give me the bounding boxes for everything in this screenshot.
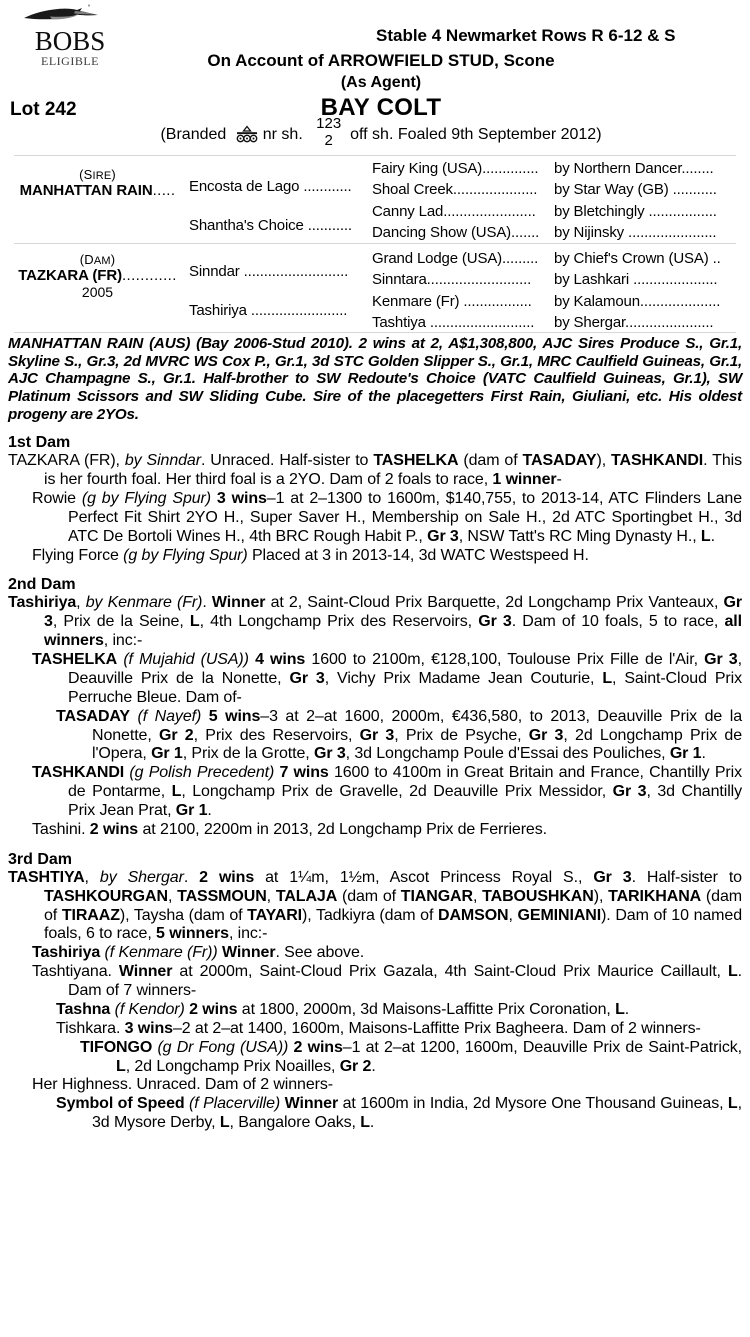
pedigree-gen4-cell: by Northern Dancer........ [554,160,714,177]
pedigree-entry: TAZKARA (FR), by Sinndar. Unraced. Half-sister to TASHELKA (dam of TASADAY), TASHKANDI. This is her fourth foal. Her third foal is a 2YO. Dam of 2 foals to race, 1 winner- [8,452,742,488]
pedigree-gen3-cell: Grand Lodge (USA)......... [372,250,539,267]
pedigree-gen2-cell: Encosta de Lago ............ [189,178,352,195]
pedigree-entry: TASADAY (f Nayef) 5 wins–3 at 2–at 1600, 2000m, €436,580, to 2013, Deauville Prix de la Nonette, Gr 2, Prix des Reservoirs, Gr 3, Prix de Psyche, Gr 3, 2d Longchamp Prix de l'Opera, Gr 1, Prix de la Grotte, Gr 3, 3d Longchamp Poule d'Essai des Pouliches, Gr 1. [56,707,743,763]
pedigree-mid-rule [14,243,736,244]
pedigree-gen3-cell: Tashtiya .......................... [372,314,535,331]
pedigree-gen4-cell: by Chief's Crown (USA) .. [554,250,721,267]
sire-summary-paragraph: MANHATTAN RAIN (AUS) (Bay 2006-Stud 2010). 2 wins at 2, A$1,308,800, AJC Sires Produce S., Gr.1, Skyline S., Gr.3, 2d MVRC WS Cox P., Gr.1, 3d STC Golden Slipper S., Gr.1, MRC Caulfield Guineas, Gr.1, AJC Champagne S., Gr.1. Half-brother to SW Redoute's Choice (VATC Caulfield Guineas, Gr.1), SW Platinum Scissors and SW Sliding Cube. Sire of the placegetters First Rain, Giuliani, etc. His oldest progeny are 2YOs. [8,335,742,423]
dam-name: TAZKARA (FR)............ [18,267,177,284]
branded-prefix: (Branded [160,126,227,143]
pedigree-gen4-cell: by Lashkari ..................... [554,271,718,288]
branded-mid: nr sh. [262,126,303,143]
brand-numerator: 123 [316,115,342,132]
pedigree-gen3-cell: Fairy King (USA).............. [372,160,539,177]
pedigree-table [6,155,744,333]
page-title: BAY COLT [320,94,442,121]
sire-name: MANHATTAN RAIN..... [19,182,176,199]
sire-cell [10,167,185,199]
page-header [6,0,744,155]
pedigree-entry: Tashiriya, by Kenmare (Fr). Winner at 2, Saint-Cloud Prix Barquette, 2d Longchamp Prix Vanteaux, Gr 3, Prix de la Seine, L, 4th Longchamp Prix des Reservoirs, Gr 3. Dam of 10 foals, 5 to race, all winners, inc:- [8,594,742,650]
pedigree-gen2-cell: Sinndar .......................... [189,263,349,280]
pedigree-gen4-cell: by Nijinsky ...................... [554,224,717,241]
bobs-eligible-text: ELIGIBLE [41,53,99,68]
pedigree-gen3-cell: Kenmare (Fr) ................. [372,293,532,310]
brand-number-stack [312,115,346,149]
pedigree-gen2-cell: Shantha's Choice ........... [189,217,352,234]
pedigree-entry: Tashna (f Kendor) 2 wins at 1800, 2000m, 3d Maisons-Laffitte Prix Coronation, L. [56,1000,630,1018]
pedigree-entry: Her Highness. Unraced. Dam of 2 winners- [32,1076,334,1094]
pedigree-entry: Tashtiyana. Winner at 2000m, Saint-Cloud Prix Gazala, 4th Saint-Cloud Prix Maurice Caillault, L. Dam of 7 winners- [32,963,742,999]
lot-number: Lot 242 [10,99,77,120]
pedigree-entry: TASHKANDI (g Polish Precedent) 7 wins 1600 to 4100m in Great Britain and France, Chantilly Prix de Pontarme, L, Longchamp Prix de Gravelle, 2d Deauville Prix Messidor, Gr 3, 3d Chantilly Prix Jean Prat, Gr 1. [32,764,743,819]
dam-label: (DAM) [79,252,116,267]
dam-heading: 2nd Dam [8,576,76,594]
pedigree-gen4-cell: by Bletchingly ................. [554,203,717,220]
pedigree-entry: TIFONGO (g Dr Fong (USA)) 2 wins–1 at 2–at 1200, 1600m, Deauville Prix de Saint-Patrick, L, 2d Longchamp Prix Noailles, Gr 2. [80,1038,742,1075]
pedigree-bottom-rule [14,332,736,333]
dam-heading: 3rd Dam [8,850,73,868]
stable-location: Stable 4 Newmarket Rows R 6-12 & S [376,26,676,45]
pedigree-gen4-cell: by Kalamoun.................... [554,293,721,310]
pedigree-top-rule [14,155,736,156]
pedigree-entry: Rowie (g by Flying Spur) 3 wins–1 at 2–1300 to 1600m, $140,755, to 2013-14, ATC Flinders Lane Perfect Fit Shirt 2YO H., Super Saver H., Membership on Sale H., 2d ATC Sportingbet H., 3d ATC De Bortoli Wines H., 4th BRC Rough Habit P., Gr 3, NSW Tatt's RC Ming Dynasty H., L. [32,489,742,545]
account-of: On Account of ARROWFIELD STUD, Scone [207,51,555,70]
pedigree-gen3-cell: Shoal Creek..................... [372,181,538,198]
bobs-wordmark: BOBS [34,26,106,56]
brand-denominator: 2 [324,132,333,149]
dam-sections [6,434,744,1133]
sire-label: (SIRE) [79,167,116,182]
pedigree-entry: Tishkara. 3 wins–2 at 2–at 1400, 1600m, Maisons-Laffitte Prix Bagheera. Dam of 2 winners- [56,1019,701,1037]
pedigree-entry: Tashini. 2 wins at 2100, 2200m in 2013, 2d Longchamp Prix de Ferrieres. [32,820,547,838]
pedigree-gen3-cell: Canny Lad....................... [372,203,536,220]
arrowfield-brand-icon [234,124,260,146]
pedigree-entry: Tashiriya (f Kenmare (Fr)) Winner. See above. [32,944,365,962]
pedigree-entry: Symbol of Speed (f Placerville) Winner at 1600m in India, 2d Mysore One Thousand Guineas, L, 3d Mysore Derby, L, Bangalore Oaks, L. [56,1095,742,1132]
pedigree-entry: TASHTIYA, by Shergar. 2 wins at 1¼m, 1½m, Ascot Princess Royal S., Gr 3. Half-sister to TASHKOURGAN, TASSMOUN, TALAJA (dam of TIANGAR, TABOUSHKAN), TARIKHANA (dam of TIRAAZ), Taysha (dam of TAYARI), Tadkiyra (dam of DAMSON, GEMINIANI). Dam of 10 named foals, 6 to race, 5 winners, inc:- [8,868,742,943]
dam-heading: 1st Dam [8,434,71,452]
pedigree-gen4-cell: by Shergar...................... [554,314,714,331]
branded-suffix: off sh. Foaled 9th September 2012) [350,126,602,143]
pedigree-entry: Flying Force (g by Flying Spur) Placed at 3 in 2013-14, 3d WATC Westspeed H. [32,546,589,564]
pedigree-gen4-cell: by Star Way (GB) ........... [554,181,717,198]
pedigree-gen3-cell: Sinntara.......................... [372,271,532,288]
as-agent: (As Agent) [340,74,422,91]
pedigree-entry: TASHELKA (f Mujahid (USA)) 4 wins 1600 to 2100m, €128,100, Toulouse Prix Fille de l'Air, Gr 3, Deauville Prix de la Nonette, Gr 3, Vichy Prix Madame Jean Couturie, L, Saint-Cloud Prix Perruche Bleue. Dam of- [32,651,742,706]
branding-line [6,115,750,149]
horse-silhouette-icon [20,2,120,28]
pedigree-gen2-cell: Tashiriya ........................ [189,302,348,319]
pedigree-gen3-cell: Dancing Show (USA)....... [372,224,540,241]
dam-cell [10,252,185,300]
dam-year: 2005 [81,284,114,300]
